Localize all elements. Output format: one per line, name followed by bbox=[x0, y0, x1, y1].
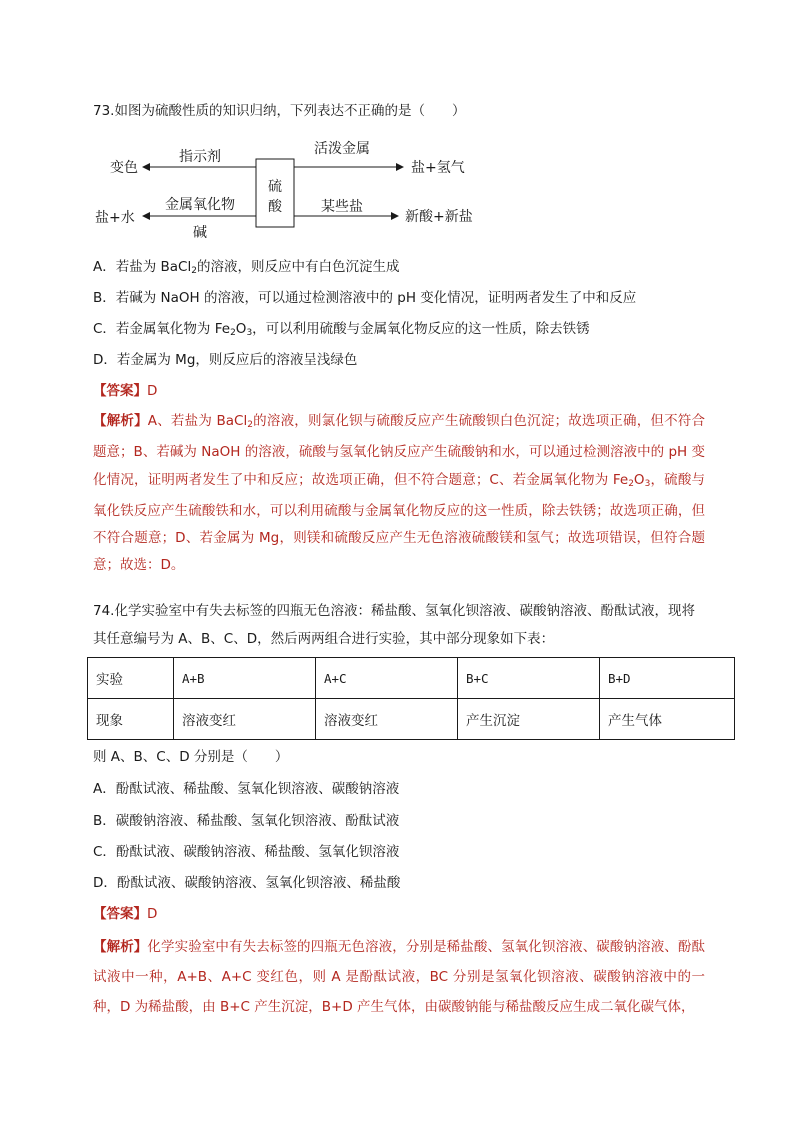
analysis-subscript-1: 2 bbox=[247, 420, 253, 430]
q74-analysis bbox=[93, 932, 705, 1022]
table-cell: 实验 bbox=[88, 658, 174, 699]
analysis-text-1: A、若盐为 BaCl bbox=[147, 413, 248, 429]
label-base: 碱 bbox=[193, 225, 207, 241]
label-active-metal: 活泼金属 bbox=[314, 141, 370, 157]
table-cell: 溶液变红 bbox=[316, 699, 458, 740]
experiment-table bbox=[87, 657, 735, 740]
analysis-subscript-2: 2 bbox=[628, 478, 634, 489]
q74-option-a: A．酚酞试液、稀盐酸、氢氧化钡溶液、碳酸钠溶液 bbox=[93, 781, 400, 797]
analysis-tag: 【解析】 bbox=[93, 939, 148, 955]
table-row bbox=[88, 658, 735, 699]
table-cell: B+C bbox=[458, 658, 600, 699]
center-label-1: 硫 bbox=[268, 179, 282, 195]
q73-stem: 73.如图为硫酸性质的知识归纳，下列表达不正确的是（ ） bbox=[93, 103, 466, 119]
option-a-text-2: 的溶液，则反应中有白色沉淀生成 bbox=[196, 259, 400, 275]
table-cell: 产生气体 bbox=[600, 699, 735, 740]
option-c-text-3: ，可以利用硫酸与金属氧化物反应的这一性质，除去铁锈 bbox=[252, 321, 590, 337]
option-c-subscript-1: 2 bbox=[230, 328, 236, 338]
table-cell: A+B bbox=[174, 658, 316, 699]
q74-answer bbox=[93, 904, 157, 924]
q73-option-c bbox=[93, 319, 590, 343]
q74-question: 则 A、B、C、D 分别是（ ） bbox=[93, 749, 289, 765]
center-label-2: 酸 bbox=[268, 199, 282, 215]
table-cell: 产生沉淀 bbox=[458, 699, 600, 740]
q73-option-d: D．若金属为 Mg，则反应后的溶液呈浅绿色 bbox=[93, 352, 358, 368]
answer-tag: 【答案】 bbox=[93, 906, 147, 922]
q74-option-c: C．酚酞试液、碳酸钠溶液、稀盐酸、氢氧化钡溶液 bbox=[93, 844, 400, 860]
q74-stem: 74.化学实验室中有失去标签的四瓶无色溶液：稀盐酸、氢氧化钡溶液、碳酸钠溶液、酚酞试液，现将其任意编号为 A、B、C、D，然后两两组合进行实验，其中部分现象如下表： bbox=[93, 603, 695, 647]
option-c-subscript-2: 3 bbox=[246, 328, 253, 338]
label-indicator: 指示剂 bbox=[179, 149, 221, 165]
option-a-subscript: 2 bbox=[191, 266, 197, 276]
table-row bbox=[88, 699, 735, 740]
q74-option-d: D．酚酞试液、碳酸钠溶液、氢氧化钡溶液、稀盐酸 bbox=[93, 875, 401, 891]
result-color-change: 变色 bbox=[110, 160, 138, 176]
table-cell: A+C bbox=[316, 658, 458, 699]
analysis-subscript-3: 3 bbox=[644, 478, 651, 489]
table-cell: 现象 bbox=[88, 699, 174, 740]
q73-option-a bbox=[93, 257, 399, 281]
table-cell: B+D bbox=[600, 658, 735, 699]
q74-option-b: B．碳酸钠溶液、稀盐酸、氢氧化钡溶液、酚酞试液 bbox=[93, 813, 400, 829]
answer-tag: 【答案】 bbox=[93, 383, 147, 399]
option-c-text-2: O bbox=[235, 321, 247, 337]
option-c-text-1: C．若金属氧化物为 Fe bbox=[93, 321, 231, 337]
analysis-text-3: O bbox=[633, 471, 645, 488]
sulfuric-acid-diagram bbox=[93, 131, 493, 246]
q73-answer bbox=[93, 381, 157, 401]
q73-analysis bbox=[93, 408, 705, 580]
analysis-text-2: 的溶液，则氯化钡与硫酸反应产生硫酸钡白色沉淀；故选项正确，但不符合题意；B、若碱为 NaOH 的溶液，硫酸与氢氧化钠反应产生硫酸钠和水，可以通过检测溶液中的 pH 变化情况，证明两者发生了中和反应；故选项正确，但不符合题意；C、若金属氧化物为 Fe bbox=[93, 413, 706, 488]
table-cell: 溶液变红 bbox=[174, 699, 316, 740]
option-a-text-1: A．若盐为 BaCl bbox=[93, 259, 192, 275]
result-new-acid-salt: 新酸+新盐 bbox=[405, 209, 473, 225]
analysis-tag: 【解析】 bbox=[93, 413, 148, 429]
q73-option-b: B．若碱为 NaOH 的溶液，可以通过检测溶液中的 pH 变化情况，证明两者发生了中和反应 bbox=[93, 290, 637, 306]
analysis-text: 化学实验室中有失去标签的四瓶无色溶液，分别是稀盐酸、氢氧化钡溶液、碳酸钠溶液、酚酞试液中一种，A+B、A+C 变红色，则 A 是酚酞试液，BC 分别是氢氧化钡溶液、碳酸钠溶液中的一种，D 为稀盐酸，由 B+C 产生沉淀，B+D 产生气体，由碳酸钠能与稀盐酸反应生成二氧化碳气体， bbox=[93, 939, 706, 1015]
answer-value: D bbox=[147, 906, 158, 922]
result-salt-hydrogen: 盐+氢气 bbox=[411, 160, 465, 176]
label-some-salts: 某些盐 bbox=[321, 199, 363, 215]
result-salt-water: 盐+水 bbox=[95, 210, 135, 226]
analysis-text-4: ，硫酸与氧化铁反应产生硫酸铁和水，可以利用硫酸与金属氧化物反应的这一性质，除去铁锈；故选项正确，但不符合题意；D、若金属为 Mg，则镁和硫酸反应产生无色溶液硫酸镁和氢气；故选项错误，但符合题意；故选：D。 bbox=[93, 471, 705, 574]
answer-value: D bbox=[147, 383, 158, 399]
label-metal-oxide: 金属氧化物 bbox=[165, 197, 235, 213]
